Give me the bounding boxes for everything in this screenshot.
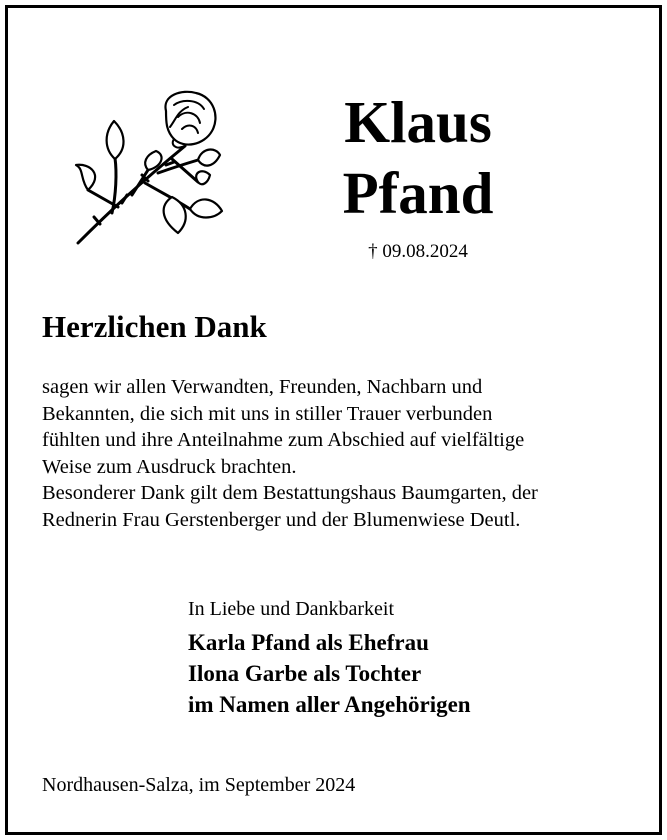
message-line: sagen wir allen Verwandten, Freunden, Nachbarn und	[42, 376, 483, 398]
closing-phrase: In Liebe und Dankbarkeit	[188, 598, 395, 620]
message-line: Rednerin Frau Gerstenberger und der Blumenwiese Deutl.	[42, 508, 521, 531]
signer-line: Ilona Garbe als Tochter	[188, 661, 422, 686]
deceased-last-name: Pfand	[342, 160, 494, 226]
deceased-first-name: Klaus	[344, 89, 492, 155]
signer-line: Karla Pfand als Ehefrau	[188, 630, 429, 655]
death-date: † 09.08.2024	[368, 241, 468, 262]
place-and-date: Nordhausen-Salza, im September 2024	[42, 774, 356, 796]
message-line: Weise zum Ausdruck brachten.	[42, 455, 297, 478]
obituary-notice	[5, 5, 662, 835]
message-line: Bekannten, die sich mit uns in stiller Trauer verbunden	[42, 402, 493, 425]
signer-line: im Namen aller Angehörigen	[188, 692, 471, 717]
rose-icon	[70, 83, 230, 253]
message-line: fühlten und ihre Anteilnahme zum Abschied auf vielfältige	[42, 429, 525, 452]
message-line: Besonderer Dank gilt dem Bestattungshaus Baumgarten, der	[42, 482, 538, 505]
thanks-message	[42, 374, 642, 534]
signers-list	[188, 627, 471, 720]
thanks-heading: Herzlichen Dank	[42, 309, 267, 344]
